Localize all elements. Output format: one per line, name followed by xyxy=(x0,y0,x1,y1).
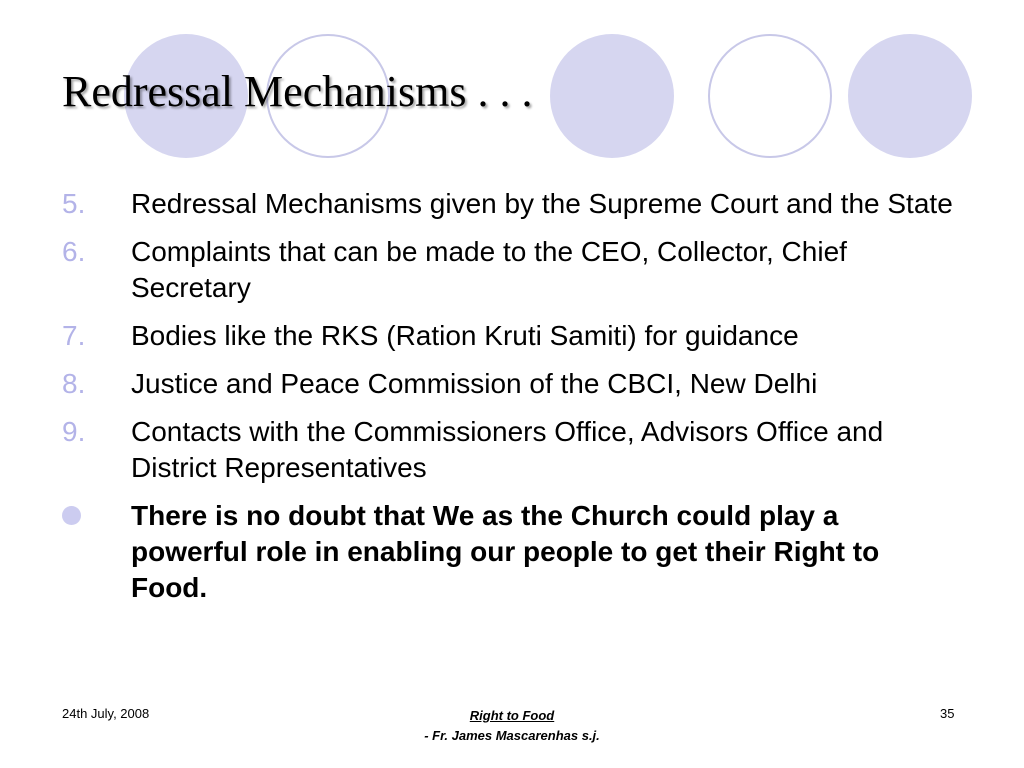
item-number: 9. xyxy=(62,416,86,447)
item-text: Redressal Mechanisms given by the Supreme Court and the State xyxy=(131,188,953,219)
circle-5-filled xyxy=(848,34,972,158)
bullet-dot-icon xyxy=(62,506,81,525)
item-number: 5. xyxy=(62,188,86,219)
list-item xyxy=(62,186,962,222)
footer-author: - Fr. James Mascarenhas s.j. xyxy=(424,728,600,743)
list-item xyxy=(62,318,962,354)
item-text: Complaints that can be made to the CEO, Collector, Chief Secretary xyxy=(131,236,847,303)
footer-title: Right to Food xyxy=(469,708,555,723)
item-text: Contacts with the Commissioners Office, Advisors Office and District Representatives xyxy=(131,416,884,483)
slide-title: Redressal Mechanisms . . . xyxy=(62,67,533,116)
item-number: 8. xyxy=(62,368,86,399)
list-item xyxy=(62,366,962,402)
list-item xyxy=(62,234,962,306)
item-number: 7. xyxy=(62,320,86,351)
emphasis-item xyxy=(62,498,962,606)
footer-center xyxy=(312,706,712,746)
footer-date: 24th July, 2008 xyxy=(62,706,150,721)
emphasis-text: There is no doubt that We as the Church could play a powerful role in enabling our people to get their Right to Food. xyxy=(131,500,880,603)
item-text: Justice and Peace Commission of the CBCI, New Delhi xyxy=(131,368,818,399)
bullet-list xyxy=(62,186,962,618)
item-number: 6. xyxy=(62,236,86,267)
list-item xyxy=(62,414,962,486)
item-text: Bodies like the RKS (Ration Kruti Samiti) for guidance xyxy=(131,320,799,351)
page-number: 35 xyxy=(940,706,955,721)
circle-3-filled xyxy=(550,34,674,158)
circle-4-outline xyxy=(709,35,831,157)
